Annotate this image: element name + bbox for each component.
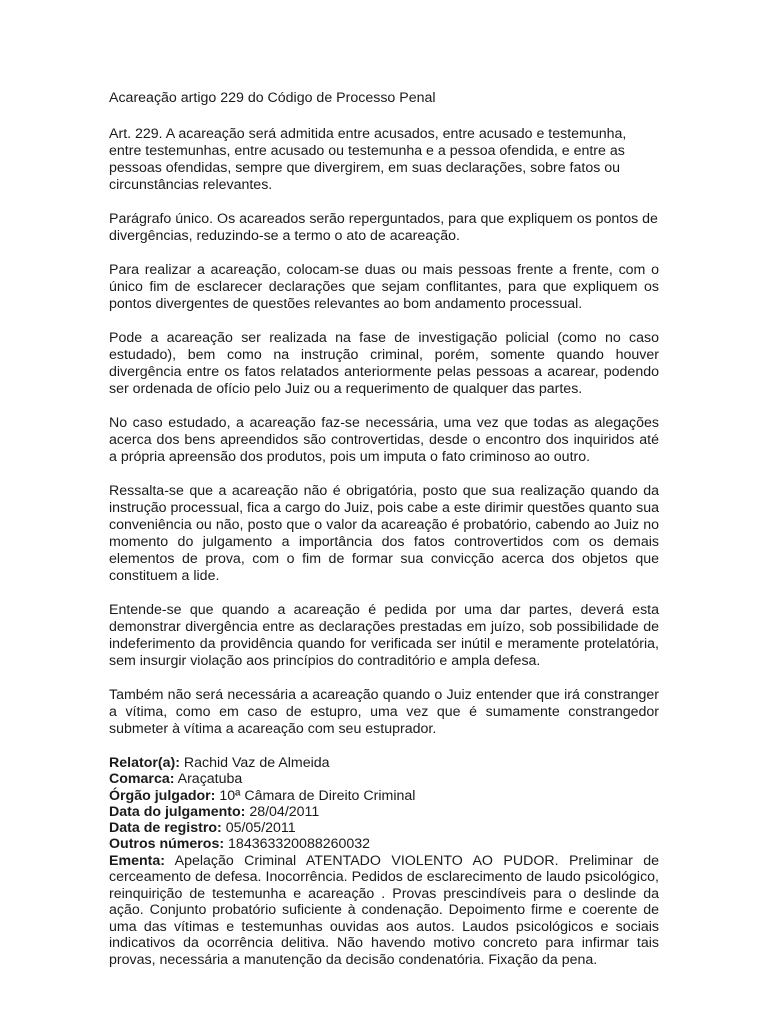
paragraph-body: Pode a acareação ser realizada na fase de investigação policial (como no caso estudado), bem como na instrução criminal, porém, somente quando houver divergência entre os fatos relatados anteriormente pelas pessoas a acarear, podendo ser ordenada de ofício pelo Juiz ou a requerimento de qualquer das partes. — [109, 330, 659, 397]
meta-label: Data do julgamento: — [109, 803, 246, 820]
meta-label: Órgão julgador: — [109, 787, 216, 804]
meta-data-registro — [109, 820, 659, 836]
meta-value: 05/05/2011 — [221, 820, 296, 837]
meta-value: Araçatuba — [174, 771, 243, 788]
meta-comarca — [109, 771, 659, 787]
paragraph-body: Para realizar a acareação, colocam-se duas ou mais pessoas frente a frente, com o único fim de esclarecer declarações que sejam conflitantes, para que expliquem os pontos divergentes de questões relevantes ao bom andamento processual. — [109, 262, 659, 312]
paragraph-art-229: Art. 229. A acareação será admitida entre acusados, entre acusado e testemunha, entre testemunhas, entre acusado ou testemunha e a pessoa ofendida, e entre as pessoas ofendidas, sempre que divergirem, em suas declarações, sobre fatos ou circunstâncias relevantes. — [109, 126, 627, 193]
meta-label: Outros números: — [109, 836, 225, 853]
meta-outros-numeros — [109, 836, 659, 852]
case-metadata — [109, 755, 659, 968]
ementa-label: Ementa: — [109, 852, 165, 869]
meta-value: 18436332008826003​2 — [224, 836, 371, 853]
meta-data-julgamento — [109, 804, 659, 820]
ementa — [109, 853, 659, 969]
meta-label: Data de registro: — [109, 820, 222, 837]
paragraph-unico: Parágrafo único. Os acareados serão reperguntados, para que expliquem os pontos de divergências, reduzindo-se a termo o ato de acareação. — [109, 211, 658, 244]
paragraph-body: Ressalta-se que a acareação não é obrigatória, posto que sua realização quando da instrução processual, fica a cargo do Juiz, pois cabe a este dirimir questões quanto sua conveniência ou não, posto que o valor da acareação é probatório, cabendo ao Juiz no momento do julgamento a importância dos fatos controvertidos com os demais elementos de prova, com o fim de formar sua convicção acerca dos objetos que constituem a lide. — [109, 483, 659, 584]
document-title: Acareação artigo 229 do Código de Processo Penal — [109, 90, 436, 106]
paragraph-body: Entende-se que quando a acareação é pedida por uma dar partes, deverá esta demonstrar divergência entre as declarações prestadas em juízo, sob possibilidade de indeferimento da providência quando for verificada ser inútil e meramente protelatória, sem insurgir violação aos princípios do contraditório e ampla defesa. — [109, 602, 659, 669]
paragraph-body: No caso estudado, a acareação faz-se necessária, uma vez que todas as alegações acerca dos bens apreendidos são controvertidas, desde o encontro dos inquiridos até a própria apreensão dos produtos, pois um imputa o fato criminoso ao outro. — [109, 415, 659, 465]
meta-relator — [109, 755, 659, 771]
meta-orgao-julgador — [109, 788, 659, 804]
meta-value: Rachid Vaz de Almeida — [179, 755, 330, 771]
meta-label: Comarca: — [109, 771, 175, 788]
ementa-text: Apelação Criminal ATENTADO VIOLENTO AO PUDOR. Preliminar de cerceamento de defesa. Inocorrência. Pedidos de esclarecimento de laudo psicológico, reinquirição de testemunha e acareação . Provas prescindíveis para o deslinde da ação. Conjunto probatório suficiente à condenação. Depoimento firme e coerente de uma das vítimas e testemunhas ouvidas aos autos. Laudos psicológicos e sociais indicativos da ocorrência delitiva. Não havendo motivo concreto para infirmar tais provas, necessária a manutenção da decisão condenatória. Fixação da pena. — [109, 852, 659, 968]
meta-value: 10ª Câmara de Direito Criminal — [215, 787, 416, 804]
meta-label: Relator(a): — [109, 755, 180, 771]
document-page — [109, 90, 659, 968]
meta-value: 28/04/2011 — [245, 803, 320, 820]
paragraph-body: Também não será necessária a acareação quando o Juiz entender que irá constranger a vítima, como em caso de estupro, uma vez que é sumamente constrangedor submeter à vítima a acareação com seu estuprador. — [109, 687, 659, 737]
